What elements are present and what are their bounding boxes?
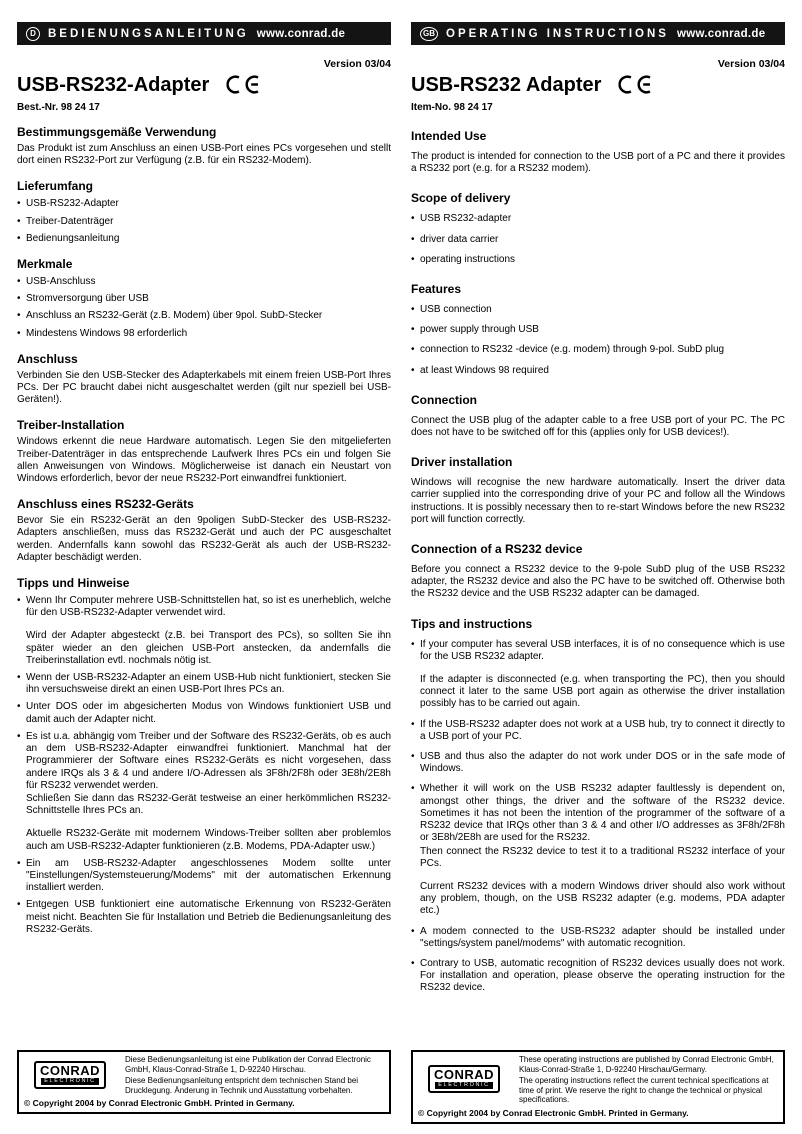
bullet-icon: •: [411, 324, 415, 336]
paragraph-text: If the adapter is disconnected (e.g. when transporting the PC), then you should connect it later to the same USB port again as otherwise the driver installation possibly has to be carried out again.: [420, 674, 785, 710]
bullet-icon: •: [411, 304, 415, 316]
conrad-logo-subtext: ELECTRONIC: [41, 1078, 98, 1085]
bullet-icon: •: [411, 253, 415, 265]
bullet-item: [411, 234, 785, 246]
footer-text: [121, 1052, 389, 1097]
bullet-icon: •: [17, 327, 21, 339]
section: [17, 497, 391, 564]
header-title: BEDIENUNGSANLEITUNG: [48, 27, 249, 40]
conrad-logo-text: CONRAD: [433, 1067, 495, 1083]
product-title: USB-RS232 Adapter: [411, 74, 602, 96]
bullet-icon: •: [17, 701, 21, 713]
copyright: © Copyright 2004 by Conrad Electronic GmbH. Printed in Germany.: [418, 1107, 689, 1118]
paragraph-text: Bevor Sie ein RS232-Gerät an den 9poligen SubD-Stecker des USB-RS232-Adapters anschließen, muss das RS232-Gerät und auch der PC ausgeschaltet werden. Andernfalls kann sowohl das RS232-Gerät als auch der USB-RS232-Adapter beschädigt werden.: [17, 515, 391, 563]
conrad-logo-subtext: ELECTRONIC: [435, 1082, 492, 1089]
paragraph-text: Es ist u.a. abhängig vom Treiber und der Software des RS232-Geräts, ob es auch an dem USB-RS232-Adapter einwandfrei funktioniert. Manchmal hat der Programmierer der Software eines RS232-Geräts es nicht vorgesehen, dass andere IRQs als 3 & 4 und andere I/O-Adressen als 3F8h/2F8h oder 3E8h/2E8h für RS232 verwendet werden.: [26, 730, 391, 791]
paragraph: [17, 515, 391, 564]
section-heading: Anschluss: [17, 351, 78, 366]
bullet-item: [17, 276, 391, 288]
paragraph-text: Schließen Sie dann das RS232-Gerät testweise an einer herkömmlichen RS232-Schnittstelle Ihres PCs an.: [26, 792, 391, 817]
paragraph: [17, 436, 391, 485]
conrad-logo-frame: [428, 1065, 500, 1093]
footer-line: Diese Bedienungsanleitung entspricht dem technischen Stand bei Drucklegung. Änderung in Technik und Ausstattung vorbehalten.: [125, 1076, 359, 1095]
section: [411, 393, 785, 439]
bullet-icon: •: [17, 276, 21, 288]
paragraph-text: Verbinden Sie den USB-Stecker des Adapterkabels mit einem freien USB-Port Ihres PCs. Der PC braucht dabei nicht ausgeschaltet werden (gilt nur speziell bei USB-Geräten!).: [17, 369, 391, 406]
bullet-item: [17, 899, 391, 936]
title-row: [411, 74, 785, 97]
bullet-icon: •: [17, 215, 21, 227]
paragraph-text: Mindestens Windows 98 erforderlich: [26, 327, 188, 339]
title-row: [17, 74, 391, 97]
footer-top: [19, 1052, 389, 1097]
section-heading: Tips and instructions: [411, 616, 533, 631]
bullet-item: [411, 958, 785, 995]
paragraph-text: Wird der Adapter abgesteckt (z.B. bei Transport des PCs), so sollten Sie ihn später wieder an den gleichen USB-Port anstecken, da andernfalls die Treiberinstallation evtl. nochmals nötig ist.: [26, 630, 391, 666]
header-url: www.conrad.de: [676, 27, 766, 40]
column-english: [411, 22, 785, 1118]
paragraph-text: Before you connect a RS232 device to the 9-pole SubD plug of the USB RS232 adapter, the RS232 device and also the PC have to be switched off. Otherwise both the RS232 device and the USB RS232 adapter can be damaged.: [411, 564, 785, 600]
conrad-logo: [413, 1052, 515, 1107]
bullet-icon: •: [411, 751, 415, 763]
bullet-item: [17, 198, 391, 210]
paragraph: [17, 630, 391, 667]
paragraph-text: Entgegen USB funktioniert eine automatische Erkennung von RS232-Geräten meist nicht. Beachten Sie für Installation und Betrieb die Bedienungsanleitung des RS232-Geräts.: [26, 899, 391, 935]
conrad-logo-text: CONRAD: [39, 1062, 101, 1078]
section-heading: Anschluss eines RS232-Geräts: [17, 497, 194, 512]
german-header-bar: [17, 22, 391, 45]
bullet-item: [17, 672, 391, 696]
bullet-item: [411, 304, 785, 316]
section-heading: Intended Use: [411, 129, 487, 143]
paragraph-text: Treiber-Datenträger: [26, 215, 114, 227]
ce-mark-icon: [223, 74, 263, 95]
paragraph-text: Wenn Ihr Computer mehrere USB-Schnittstellen hat, so ist es unerheblich, welche für den USB-RS232-Adapter verwendet wird.: [26, 595, 391, 619]
bullet-item: [17, 233, 391, 245]
bullet-item: [411, 751, 785, 775]
paragraph-text: Aktuelle RS232-Geräte mit modernem Windows-Treiber sollten aber problemlos auch am USB-RS232-Adapter funktionieren (z.B. Modems, PDA-Adapter usw.): [26, 828, 391, 852]
section-heading: Merkmale: [17, 257, 73, 272]
section-heading: Lieferumfang: [17, 179, 94, 194]
bullet-item: [411, 639, 785, 663]
paragraph-text: power supply through USB: [420, 324, 539, 336]
paragraph: [411, 415, 785, 439]
section: [411, 282, 785, 377]
paragraph-text: Stromversorgung über USB: [26, 293, 149, 305]
paragraph-text: Windows erkennt die neue Hardware automatisch. Legen Sie den mitgelieferten Treiber-Datenträger in das entsprechende Laufwerk Ihres PCs ein und folgen Sie allen Anweisungen von Windows. Möglicherweise ist danach ein Neustart von Windows erforderlich, bevor der neue RS232-Port einwandfrei funktioniert.: [17, 436, 391, 485]
bullet-item: [17, 701, 391, 725]
section: [411, 542, 785, 601]
footer-line: These operating instructions are published by Conrad Electronic GmbH, Klaus-Conrad-Straße 1, D-92240 Hirschau/Germany.: [519, 1055, 774, 1074]
section: [17, 352, 391, 407]
paragraph-text: Windows will recognise the new hardware automatically. Insert the driver data carrier supplied into the corresponding drive of your PC and follow all the Windows instructions. It is possibly necessary then to re-start Windows before the new RS232 port will function correctly.: [411, 477, 785, 525]
section: [411, 191, 785, 266]
bullet-icon: •: [17, 899, 21, 911]
bullet-item: [411, 719, 785, 743]
version-label: Version 03/04: [717, 58, 785, 70]
footer-box: [411, 1050, 785, 1124]
bullet-item: [411, 926, 785, 950]
bullet-item: [17, 216, 391, 228]
bullet-item: [17, 595, 391, 619]
bullet-icon: •: [17, 310, 21, 322]
bullet-item: [17, 328, 391, 340]
column-german: [17, 22, 391, 1109]
paragraph-text: USB connection: [420, 304, 492, 316]
paragraph-text: Unter DOS oder im abgesicherten Modus von Windows funktioniert USB und damit auch der Adapter nicht.: [26, 701, 391, 725]
version-label: Version 03/04: [323, 58, 391, 70]
ce-mark-icon: [615, 74, 655, 95]
paragraph-text: Contrary to USB, automatic recognition of RS232 devices usually does not work. For installation and operation, please observe the operating instruction for the RS232 device.: [420, 957, 785, 994]
section: [17, 257, 391, 340]
conrad-logo-frame: [34, 1061, 106, 1089]
bullet-icon: •: [17, 730, 21, 742]
paragraph-text: USB-RS232-Adapter: [26, 198, 119, 210]
section-heading: Scope of delivery: [411, 191, 511, 206]
bullet-item: [17, 293, 391, 305]
section-heading: Connection of a RS232 device: [411, 542, 583, 557]
paragraph-text: USB-Anschluss: [26, 276, 96, 288]
footer-text: [515, 1052, 783, 1107]
language-d-icon: D: [26, 27, 40, 41]
bullet-icon: •: [17, 232, 21, 244]
paragraph-text: Anschluss an RS232-Gerät (z.B. Modem) über 9pol. SubD-Stecker: [26, 310, 323, 322]
bullet-icon: •: [17, 857, 21, 869]
bullet-icon: •: [17, 293, 21, 305]
bullet-item: [411, 254, 785, 266]
bullet-icon: •: [17, 198, 21, 210]
bullet-icon: •: [411, 783, 415, 795]
language-gb-icon: GB: [420, 27, 438, 41]
bullet-item: [411, 324, 785, 336]
paragraph: [17, 370, 391, 407]
paragraph-text: USB RS232-adapter: [420, 213, 512, 225]
paragraph-text: Connect the USB plug of the adapter cable to a free USB port of your PC. The PC does not have to be switched off for this (applies only for USB devices!).: [411, 414, 785, 439]
section-heading: Treiber-Installation: [17, 418, 125, 433]
header-title: OPERATING INSTRUCTIONS: [446, 27, 669, 40]
paragraph: [411, 151, 785, 175]
section-heading: Bestimmungsgemäße Verwendung: [17, 125, 217, 139]
bullet-icon: •: [17, 595, 21, 607]
bullet-item: [17, 731, 391, 817]
bullet-icon: •: [411, 344, 415, 356]
bullet-icon: •: [411, 925, 415, 937]
section-heading: Features: [411, 282, 462, 297]
paragraph-text: A modem connected to the USB-RS232 adapter should be installed under "settings/system panel/modems" with automatic recognition.: [420, 925, 785, 949]
paragraph-text: If your computer has several USB interfaces, it is of no consequence which is use for the USB RS232 adapter.: [420, 638, 785, 662]
paragraph-text: connection to RS232 -device (e.g. modem) through 9-pol. SubD plug: [420, 344, 725, 356]
paragraph-text: USB and thus also the adapter do not work under DOS or in the safe mode of Windows.: [420, 751, 785, 775]
bullet-item: [17, 858, 391, 895]
paragraph-text: The product is intended for connection to the USB port of a PC and there it provides a RS232 port (e.g. for a RS232 modem).: [411, 151, 785, 175]
english-header-bar: [411, 22, 785, 45]
paragraph-text: operating instructions: [420, 253, 516, 265]
section: [17, 179, 391, 245]
paragraph-text: Ein am USB-RS232-Adapter angeschlossenes Modem sollte unter "Einstellungen/Systemsteuerung/Modems" mit der automatischen Erkennung installiert werden.: [26, 857, 391, 894]
paragraph-text: at least Windows 98 required: [420, 364, 549, 376]
bullet-item: [411, 213, 785, 225]
section: [411, 455, 785, 526]
section-heading: Connection: [411, 392, 477, 407]
paragraph: [411, 564, 785, 601]
paragraph-text: Whether it will work on the USB RS232 adapter faultlessly is dependent on, amongst other things, the driver and the software of the RS232 device. Sometimes it has not been the intention of the programmer of the software of a RS232 device that IRQs other than 3 & 4 and other I/O addresses as 3F8h/2F8h or 3E8h/2E8h are used for the RS232.: [420, 783, 785, 844]
bullet-icon: •: [17, 672, 21, 684]
bullet-item: [411, 365, 785, 377]
section: [411, 129, 785, 175]
paragraph-text: Then connect the RS232 device to test it to a traditional RS232 interface of your PCs.: [420, 845, 785, 869]
bullet-icon: •: [411, 233, 415, 245]
section: [17, 418, 391, 485]
sections-german: [17, 125, 391, 936]
paragraph-text: driver data carrier: [420, 233, 499, 245]
header-url: www.conrad.de: [256, 27, 346, 40]
paragraph: [17, 828, 391, 852]
footer-line: Diese Bedienungsanleitung ist eine Publikation der Conrad Electronic GmbH, Klaus-Conrad-Straße 1, D-92240 Hirschau.: [125, 1055, 371, 1074]
bullet-item: [411, 344, 785, 356]
paragraph: [17, 143, 391, 167]
bullet-icon: •: [411, 364, 415, 376]
footer-top: [413, 1052, 783, 1107]
paragraph-text: If the USB-RS232 adapter does not work at a USB hub, try to connect it directly to a USB port of your PC.: [420, 718, 785, 742]
conrad-logo: [19, 1052, 121, 1097]
section-heading: Driver installation: [411, 455, 513, 470]
copyright: © Copyright 2004 by Conrad Electronic GmbH. Printed in Germany.: [24, 1098, 295, 1109]
sections-english: [411, 129, 785, 995]
bullet-icon: •: [411, 957, 415, 969]
item-number: Item-No. 98 24 17: [411, 102, 493, 113]
item-number: Best.-Nr. 98 24 17: [17, 102, 100, 113]
bullet-icon: •: [411, 718, 415, 730]
bullet-icon: •: [411, 213, 415, 225]
section-heading: Tipps und Hinweise: [17, 576, 130, 591]
product-title: USB-RS232-Adapter: [17, 74, 210, 96]
bullet-icon: •: [411, 638, 415, 650]
paragraph-text: Current RS232 devices with a modern Windows driver should also work without any problem, though, on the USB RS232 adapter (e.g. modems, PDA adapter etc.): [420, 880, 785, 917]
section: [17, 576, 391, 936]
paragraph: [411, 881, 785, 918]
paragraph-text: Wenn der USB-RS232-Adapter an einem USB-Hub nicht funktioniert, stecken Sie ihn versuchsweise direkt an einen USB-Port Ihres PCs an.: [26, 672, 391, 696]
footer-line: The operating instructions reflect the current technical specifications at time of print. We reserve the right to change the technical or physical specifications.: [519, 1076, 769, 1105]
paragraph: [411, 674, 785, 711]
section: [17, 125, 391, 167]
bullet-item: [411, 783, 785, 869]
bullet-item: [17, 310, 391, 322]
section: [411, 617, 785, 995]
paragraph-text: Bedienungsanleitung: [26, 232, 120, 244]
paragraph-text: Das Produkt ist zum Anschluss an einen USB-Port eines PCs vorgesehen und stellt dort einen RS232-Port zur Verfügung (z.B. für ein RS232-Modem).: [17, 143, 391, 167]
paragraph: [411, 477, 785, 526]
footer-box: [17, 1050, 391, 1114]
